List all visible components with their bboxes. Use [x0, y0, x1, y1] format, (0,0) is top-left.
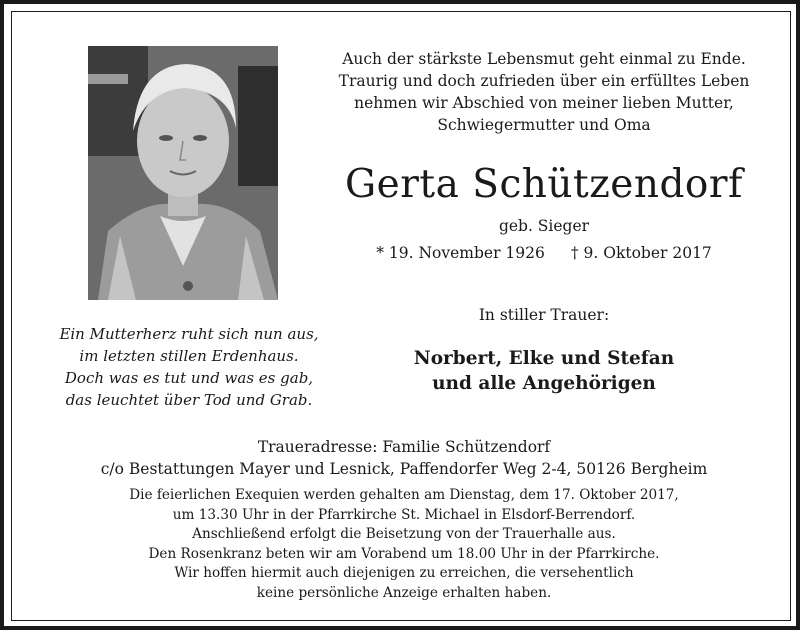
poem-line: im letzten stillen Erdenhaus. [79, 347, 299, 365]
address-line: c/o Bestattungen Mayer und Lesnick, Paffendorfer Weg 2-4, 50126 Bergheim [100, 460, 708, 478]
details-line: um 13.30 Uhr in der Pfarrkirche St. Michael in Elsdorf-Berrendorf. [172, 506, 636, 523]
details-line: Anschließend erfolgt die Beisetzung von der Trauerhalle aus. [192, 526, 616, 542]
portrait-photo-icon [88, 46, 278, 300]
intro-line: Schwiegermutter und Oma [437, 116, 651, 134]
birth-date: * 19. November 1926 [376, 244, 545, 262]
details-line: Die feierlichen Exequien werden gehalten am Dienstag, dem 17. Oktober 2017, [129, 487, 679, 503]
death-date: † 9. Oktober 2017 [570, 244, 712, 262]
life-dates [304, 242, 784, 264]
mourning-label: In stiller Trauer: [478, 306, 610, 324]
intro-line: nehmen wir Abschied von meiner lieben Mutter, [354, 94, 734, 112]
mourners [304, 346, 784, 396]
funeral-details [44, 486, 764, 603]
poem-line: das leuchtet über Tod und Grab. [65, 391, 313, 409]
mourning-address [44, 436, 764, 480]
intro-text [304, 48, 784, 136]
poem-line: Doch was es tut und was es gab, [64, 369, 314, 387]
details-line: Wir hoffen hiermit auch diejenigen zu erreichen, die versehentlich [174, 565, 634, 581]
intro-line: Traurig und doch zufrieden über ein erfülltes Leben [338, 72, 750, 90]
mourners-line: Norbert, Elke und Stefan [413, 348, 675, 369]
maiden-name: geb. Sieger [498, 217, 590, 235]
portrait-photo [88, 46, 278, 300]
address-line: Traueradresse: Familie Schützendorf [257, 438, 551, 456]
poem-line: Ein Mutterherz ruht sich nun aus, [59, 325, 319, 343]
mourners-line: und alle Angehörigen [432, 373, 656, 394]
details-line: Den Rosenkranz beten wir am Vorabend um 18.00 Uhr in der Pfarrkirche. [148, 545, 660, 562]
details-line: keine persönliche Anzeige erhalten haben. [256, 584, 552, 601]
intro-line: Auch der stärkste Lebensmut geht einmal zu Ende. [342, 50, 746, 68]
deceased-name: Gerta Schützendorf [345, 162, 743, 207]
poem [44, 323, 334, 411]
